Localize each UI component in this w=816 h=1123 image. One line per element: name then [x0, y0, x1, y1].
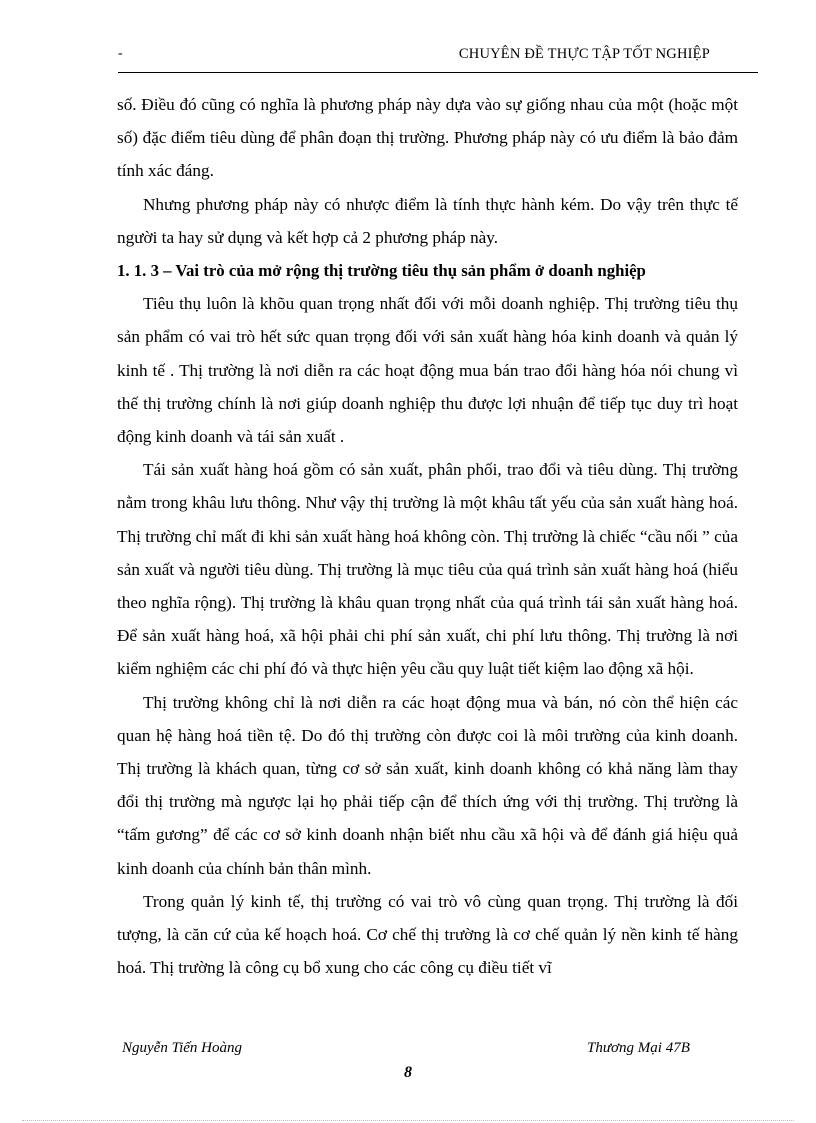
footer-author: Nguyễn Tiến Hoàng — [122, 1040, 242, 1056]
footer-class: Thương Mại 47B — [587, 1040, 690, 1056]
page-number: 8 — [404, 1064, 412, 1081]
header-divider — [118, 72, 758, 73]
header-title: CHUYÊN ĐỀ THỰC TẬP TỐT NGHIỆP — [458, 46, 710, 62]
section-heading: 1. 1. 3 – Vai trò của mở rộng thị trường tiêu thụ sản phẩm ở doanh nghiệp — [117, 261, 646, 281]
document-body — [117, 88, 738, 984]
paragraph-1: số. Điều đó cũng có nghĩa là phương pháp này dựa vào sự giống nhau của một (hoặc một số) đặc điểm tiêu dùng để phân đoạn thị trường. Phương pháp này có ưu điểm là bảo đảm tính xác đáng. — [117, 95, 738, 181]
paragraph-3: Tiêu thụ luôn là khõu quan trọng nhất đối với mỗi doanh nghiệp. Thị trường tiêu thụ sản phẩm có vai trò hết sức quan trọng đối với sản xuất hàng hóa kinh doanh và quản lý kinh tế . Thị trường là nơi diễn ra các hoạt động mua bán trao đổi hàng hóa nói chung vì thế thị trường chính là nơi giúp doanh nghiệp thu được lợi nhuận để tiếp tục duy trì hoạt động kinh doanh và tái sản xuất . — [117, 294, 738, 447]
paragraph-5: Thị trường không chỉ là nơi diễn ra các hoạt động mua và bán, nó còn thể hiện các quan hệ hàng hoá tiền tệ. Do đó thị trường còn được coi là môi trường của kinh doanh. Thị trường là khách quan, từng cơ sở sản xuất, kinh doanh không có khả năng làm thay đổi thị trường mà ngược lại họ phải tiếp cận để thích ứng với thị trường. Thị trường là “tấm gương” để các cơ sở kinh doanh nhận biết nhu cầu xã hội và để đánh giá hiệu quả kinh doanh của chính bản thân mình. — [117, 692, 738, 878]
paragraph-4: Tái sản xuất hàng hoá gồm có sản xuất, phân phối, trao đổi và tiêu dùng. Thị trường nằm trong khâu lưu thông. Như vậy thị trường là một khâu tất yếu của sản xuất hàng hoá. Thị trường chỉ mất đi khi sản xuất hàng hoá không còn. Thị trường là chiếc “cầu nối ” của sản xuất và người tiêu dùng. Thị trường là mục tiêu của quá trình sản xuất hàng hoá (hiểu theo nghĩa rộng). Thị trường là khâu quan trọng nhất của quá trình tái sản xuất hàng hoá. Để sản xuất hàng hoá, xã hội phải chi phí sản xuất, chi phí lưu thông. Thị trường là nơi kiểm nghiệm các chi phí đó và thực hiện yêu cầu quy luật tiết kiệm lao động xã hội. — [117, 460, 738, 679]
paragraph-2: Nhưng phương pháp này có nhược điểm là tính thực hành kém. Do vậy trên thực tế người ta hay sử dụng và kết hợp cả 2 phương pháp này. — [117, 194, 738, 247]
page-header — [118, 46, 710, 68]
paragraph-6: Trong quản lý kinh tế, thị trường có vai trò vô cùng quan trọng. Thị trường là đối tượng, là căn cứ của kế hoạch hoá. Cơ chế thị trường là cơ chế quản lý nền kinh tế hàng hoá. Thị trường là công cụ bổ xung cho các công cụ điều tiết vĩ — [117, 891, 738, 978]
page-bottom-divider — [22, 1120, 794, 1121]
header-dash: - — [118, 46, 123, 61]
